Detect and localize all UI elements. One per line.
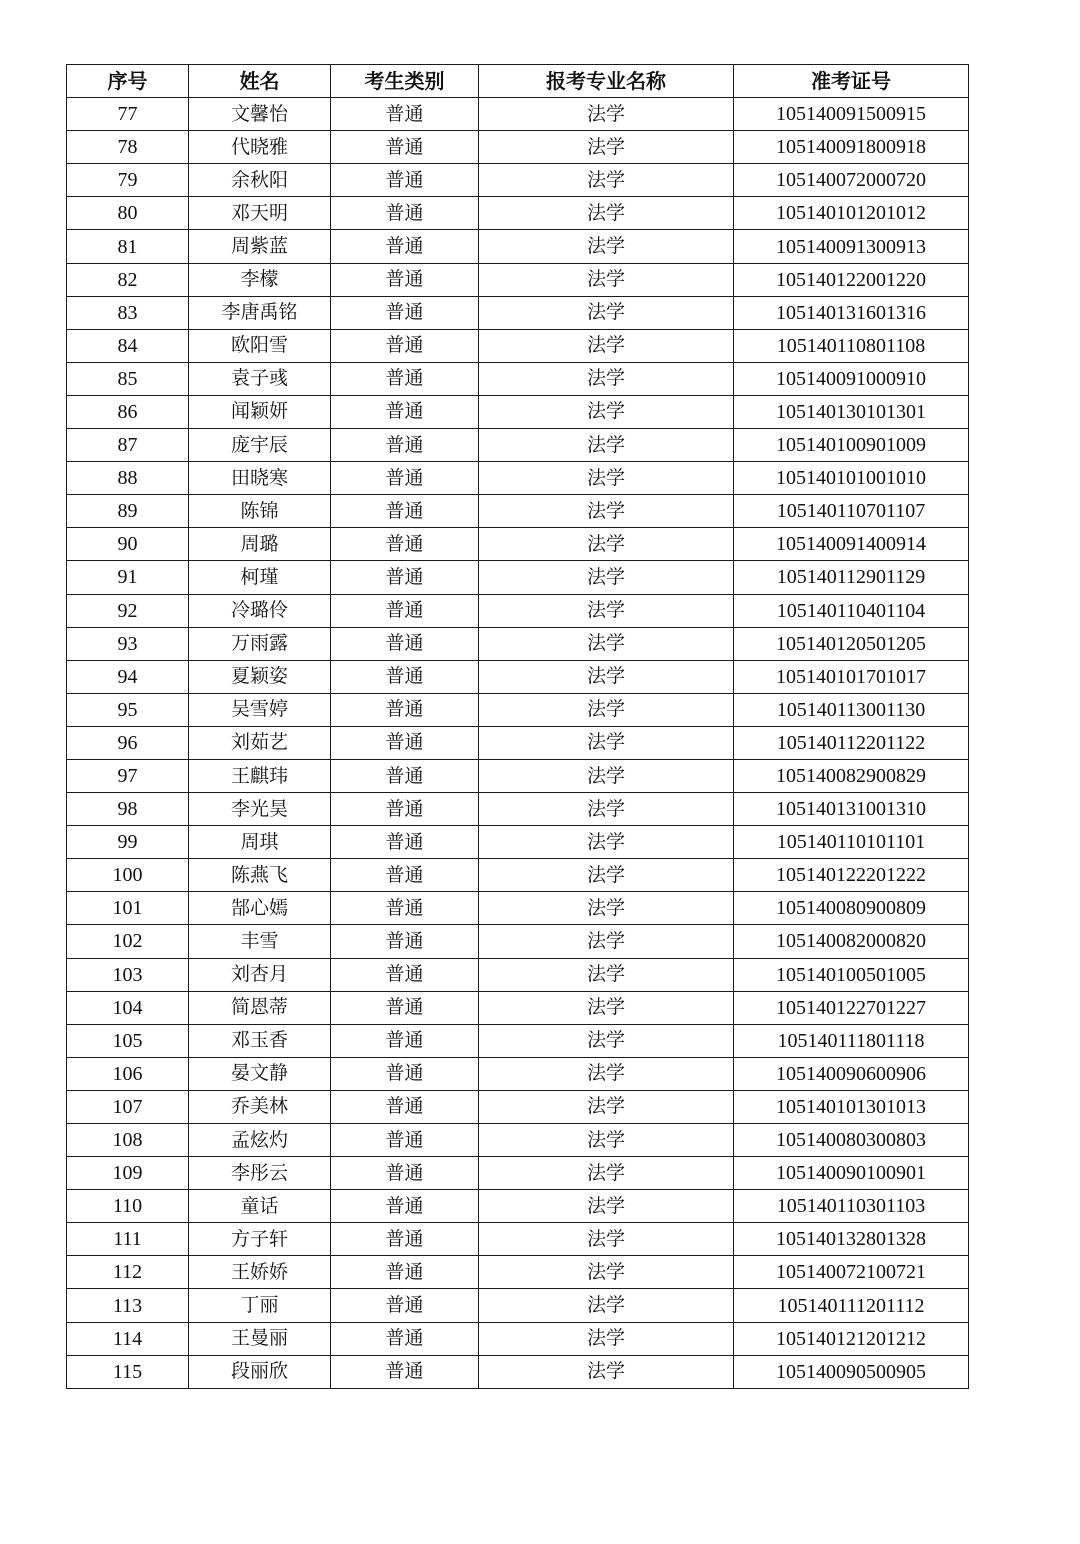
- ticket-number-cell: 105140131001310: [734, 793, 969, 826]
- category-cell: 普通: [331, 1256, 479, 1289]
- table-row: [67, 528, 969, 561]
- major-cell: 法学: [479, 296, 734, 329]
- table-row: [67, 958, 969, 991]
- category-cell: 普通: [331, 164, 479, 197]
- name-cell: 邓玉香: [189, 1024, 331, 1057]
- table-row: [67, 98, 969, 131]
- ticket-number-cell: 105140121201212: [734, 1322, 969, 1355]
- major-cell: 法学: [479, 98, 734, 131]
- category-cell: 普通: [331, 329, 479, 362]
- roster-body: [67, 98, 969, 1389]
- category-cell: 普通: [331, 561, 479, 594]
- header-serial-number: 序号: [67, 65, 189, 98]
- category-cell: 普通: [331, 759, 479, 792]
- category-cell: 普通: [331, 197, 479, 230]
- major-cell: 法学: [479, 1223, 734, 1256]
- serial-number-cell: 107: [67, 1090, 189, 1123]
- ticket-number-cell: 105140090100901: [734, 1157, 969, 1190]
- table-row: [67, 892, 969, 925]
- category-cell: 普通: [331, 131, 479, 164]
- category-cell: 普通: [331, 1289, 479, 1322]
- table-row: [67, 1289, 969, 1322]
- name-cell: 周紫蓝: [189, 230, 331, 263]
- header-row: [67, 65, 969, 98]
- category-cell: 普通: [331, 1124, 479, 1157]
- name-cell: 王麒玮: [189, 759, 331, 792]
- name-cell: 李唐禹铭: [189, 296, 331, 329]
- name-cell: 童话: [189, 1190, 331, 1223]
- serial-number-cell: 93: [67, 627, 189, 660]
- table-row: [67, 1124, 969, 1157]
- ticket-number-cell: 105140082000820: [734, 925, 969, 958]
- name-cell: 田晓寒: [189, 462, 331, 495]
- ticket-number-cell: 105140101301013: [734, 1090, 969, 1123]
- serial-number-cell: 95: [67, 693, 189, 726]
- category-cell: 普通: [331, 892, 479, 925]
- ticket-number-cell: 105140091300913: [734, 230, 969, 263]
- major-cell: 法学: [479, 164, 734, 197]
- ticket-number-cell: 105140101201012: [734, 197, 969, 230]
- major-cell: 法学: [479, 594, 734, 627]
- header-name: 姓名: [189, 65, 331, 98]
- table-row: [67, 164, 969, 197]
- ticket-number-cell: 105140110701107: [734, 495, 969, 528]
- major-cell: 法学: [479, 230, 734, 263]
- table-row: [67, 197, 969, 230]
- ticket-number-cell: 105140120501205: [734, 627, 969, 660]
- category-cell: 普通: [331, 1057, 479, 1090]
- category-cell: 普通: [331, 362, 479, 395]
- name-cell: 夏颖姿: [189, 660, 331, 693]
- serial-number-cell: 91: [67, 561, 189, 594]
- name-cell: 万雨露: [189, 627, 331, 660]
- serial-number-cell: 115: [67, 1355, 189, 1388]
- serial-number-cell: 100: [67, 859, 189, 892]
- name-cell: 闻颖妍: [189, 395, 331, 428]
- major-cell: 法学: [479, 263, 734, 296]
- ticket-number-cell: 105140131601316: [734, 296, 969, 329]
- name-cell: 陈燕飞: [189, 859, 331, 892]
- name-cell: 柯瑾: [189, 561, 331, 594]
- table-row: [67, 859, 969, 892]
- ticket-number-cell: 105140130101301: [734, 395, 969, 428]
- serial-number-cell: 86: [67, 395, 189, 428]
- serial-number-cell: 90: [67, 528, 189, 561]
- ticket-number-cell: 105140112901129: [734, 561, 969, 594]
- ticket-number-cell: 105140110301103: [734, 1190, 969, 1223]
- table-row: [67, 826, 969, 859]
- ticket-number-cell: 105140101701017: [734, 660, 969, 693]
- ticket-number-cell: 105140100901009: [734, 429, 969, 462]
- serial-number-cell: 89: [67, 495, 189, 528]
- major-cell: 法学: [479, 1024, 734, 1057]
- major-cell: 法学: [479, 958, 734, 991]
- major-cell: 法学: [479, 693, 734, 726]
- ticket-number-cell: 105140091000910: [734, 362, 969, 395]
- major-cell: 法学: [479, 1256, 734, 1289]
- category-cell: 普通: [331, 462, 479, 495]
- table-row: [67, 131, 969, 164]
- name-cell: 方子轩: [189, 1223, 331, 1256]
- table-row: [67, 793, 969, 826]
- table-row: [67, 726, 969, 759]
- name-cell: 李光昊: [189, 793, 331, 826]
- header-major: 报考专业名称: [479, 65, 734, 98]
- major-cell: 法学: [479, 561, 734, 594]
- table-row: [67, 1223, 969, 1256]
- table-row: [67, 329, 969, 362]
- major-cell: 法学: [479, 1322, 734, 1355]
- ticket-number-cell: 105140122001220: [734, 263, 969, 296]
- category-cell: 普通: [331, 296, 479, 329]
- table-row: [67, 759, 969, 792]
- serial-number-cell: 85: [67, 362, 189, 395]
- serial-number-cell: 101: [67, 892, 189, 925]
- name-cell: 冷璐伶: [189, 594, 331, 627]
- serial-number-cell: 110: [67, 1190, 189, 1223]
- table-row: [67, 395, 969, 428]
- ticket-number-cell: 105140090600906: [734, 1057, 969, 1090]
- category-cell: 普通: [331, 1157, 479, 1190]
- ticket-number-cell: 105140122201222: [734, 859, 969, 892]
- major-cell: 法学: [479, 859, 734, 892]
- major-cell: 法学: [479, 362, 734, 395]
- category-cell: 普通: [331, 1223, 479, 1256]
- major-cell: 法学: [479, 826, 734, 859]
- name-cell: 丰雪: [189, 925, 331, 958]
- ticket-number-cell: 105140082900829: [734, 759, 969, 792]
- serial-number-cell: 112: [67, 1256, 189, 1289]
- category-cell: 普通: [331, 726, 479, 759]
- name-cell: 李彤云: [189, 1157, 331, 1190]
- category-cell: 普通: [331, 1322, 479, 1355]
- table-row: [67, 991, 969, 1024]
- category-cell: 普通: [331, 230, 479, 263]
- ticket-number-cell: 105140080900809: [734, 892, 969, 925]
- major-cell: 法学: [479, 1057, 734, 1090]
- table-row: [67, 660, 969, 693]
- serial-number-cell: 81: [67, 230, 189, 263]
- ticket-number-cell: 105140072000720: [734, 164, 969, 197]
- table-row: [67, 1355, 969, 1388]
- category-cell: 普通: [331, 263, 479, 296]
- name-cell: 段丽欣: [189, 1355, 331, 1388]
- ticket-number-cell: 105140091800918: [734, 131, 969, 164]
- major-cell: 法学: [479, 925, 734, 958]
- major-cell: 法学: [479, 1090, 734, 1123]
- category-cell: 普通: [331, 925, 479, 958]
- serial-number-cell: 84: [67, 329, 189, 362]
- admission-roster-table: [66, 64, 969, 1389]
- category-cell: 普通: [331, 660, 479, 693]
- name-cell: 王曼丽: [189, 1322, 331, 1355]
- table-row: [67, 1322, 969, 1355]
- major-cell: 法学: [479, 726, 734, 759]
- serial-number-cell: 99: [67, 826, 189, 859]
- serial-number-cell: 83: [67, 296, 189, 329]
- table-row: [67, 263, 969, 296]
- name-cell: 袁子彧: [189, 362, 331, 395]
- name-cell: 周琪: [189, 826, 331, 859]
- name-cell: 晏文静: [189, 1057, 331, 1090]
- serial-number-cell: 103: [67, 958, 189, 991]
- serial-number-cell: 105: [67, 1024, 189, 1057]
- name-cell: 文馨怡: [189, 98, 331, 131]
- table-row: [67, 925, 969, 958]
- ticket-number-cell: 105140110101101: [734, 826, 969, 859]
- major-cell: 法学: [479, 528, 734, 561]
- table-row: [67, 1256, 969, 1289]
- category-cell: 普通: [331, 1355, 479, 1388]
- name-cell: 郜心嫣: [189, 892, 331, 925]
- table-row: [67, 627, 969, 660]
- table-row: [67, 429, 969, 462]
- name-cell: 刘茹艺: [189, 726, 331, 759]
- table-row: [67, 296, 969, 329]
- category-cell: 普通: [331, 1190, 479, 1223]
- name-cell: 王娇娇: [189, 1256, 331, 1289]
- major-cell: 法学: [479, 759, 734, 792]
- name-cell: 欧阳雪: [189, 329, 331, 362]
- serial-number-cell: 78: [67, 131, 189, 164]
- major-cell: 法学: [479, 131, 734, 164]
- table-row: [67, 1157, 969, 1190]
- serial-number-cell: 82: [67, 263, 189, 296]
- category-cell: 普通: [331, 859, 479, 892]
- major-cell: 法学: [479, 991, 734, 1024]
- table-row: [67, 362, 969, 395]
- name-cell: 刘杏月: [189, 958, 331, 991]
- category-cell: 普通: [331, 693, 479, 726]
- major-cell: 法学: [479, 1124, 734, 1157]
- serial-number-cell: 106: [67, 1057, 189, 1090]
- serial-number-cell: 114: [67, 1322, 189, 1355]
- serial-number-cell: 104: [67, 991, 189, 1024]
- category-cell: 普通: [331, 1090, 479, 1123]
- table-row: [67, 1190, 969, 1223]
- major-cell: 法学: [479, 793, 734, 826]
- name-cell: 丁丽: [189, 1289, 331, 1322]
- name-cell: 李檬: [189, 263, 331, 296]
- major-cell: 法学: [479, 1190, 734, 1223]
- major-cell: 法学: [479, 395, 734, 428]
- category-cell: 普通: [331, 594, 479, 627]
- category-cell: 普通: [331, 958, 479, 991]
- serial-number-cell: 102: [67, 925, 189, 958]
- ticket-number-cell: 105140111801118: [734, 1024, 969, 1057]
- name-cell: 孟炫灼: [189, 1124, 331, 1157]
- header-admission-ticket: 准考证号: [734, 65, 969, 98]
- serial-number-cell: 92: [67, 594, 189, 627]
- serial-number-cell: 80: [67, 197, 189, 230]
- ticket-number-cell: 105140110401104: [734, 594, 969, 627]
- serial-number-cell: 88: [67, 462, 189, 495]
- category-cell: 普通: [331, 495, 479, 528]
- table-row: [67, 230, 969, 263]
- major-cell: 法学: [479, 1289, 734, 1322]
- ticket-number-cell: 105140080300803: [734, 1124, 969, 1157]
- name-cell: 简恩蒂: [189, 991, 331, 1024]
- ticket-number-cell: 105140112201122: [734, 726, 969, 759]
- category-cell: 普通: [331, 793, 479, 826]
- major-cell: 法学: [479, 429, 734, 462]
- serial-number-cell: 98: [67, 793, 189, 826]
- ticket-number-cell: 105140132801328: [734, 1223, 969, 1256]
- ticket-number-cell: 105140122701227: [734, 991, 969, 1024]
- ticket-number-cell: 105140091500915: [734, 98, 969, 131]
- name-cell: 吴雪婷: [189, 693, 331, 726]
- name-cell: 代晓雅: [189, 131, 331, 164]
- name-cell: 余秋阳: [189, 164, 331, 197]
- name-cell: 周璐: [189, 528, 331, 561]
- serial-number-cell: 87: [67, 429, 189, 462]
- ticket-number-cell: 105140110801108: [734, 329, 969, 362]
- name-cell: 庞宇辰: [189, 429, 331, 462]
- table-row: [67, 561, 969, 594]
- serial-number-cell: 94: [67, 660, 189, 693]
- category-cell: 普通: [331, 991, 479, 1024]
- serial-number-cell: 108: [67, 1124, 189, 1157]
- category-cell: 普通: [331, 826, 479, 859]
- ticket-number-cell: 105140072100721: [734, 1256, 969, 1289]
- table-row: [67, 1090, 969, 1123]
- ticket-number-cell: 105140091400914: [734, 528, 969, 561]
- table-row: [67, 495, 969, 528]
- ticket-number-cell: 105140101001010: [734, 462, 969, 495]
- table-row: [67, 693, 969, 726]
- category-cell: 普通: [331, 395, 479, 428]
- table-row: [67, 594, 969, 627]
- name-cell: 邓天明: [189, 197, 331, 230]
- serial-number-cell: 109: [67, 1157, 189, 1190]
- serial-number-cell: 111: [67, 1223, 189, 1256]
- ticket-number-cell: 105140113001130: [734, 693, 969, 726]
- ticket-number-cell: 105140090500905: [734, 1355, 969, 1388]
- category-cell: 普通: [331, 528, 479, 561]
- major-cell: 法学: [479, 329, 734, 362]
- category-cell: 普通: [331, 627, 479, 660]
- major-cell: 法学: [479, 197, 734, 230]
- major-cell: 法学: [479, 892, 734, 925]
- serial-number-cell: 113: [67, 1289, 189, 1322]
- category-cell: 普通: [331, 1024, 479, 1057]
- table-row: [67, 462, 969, 495]
- header-candidate-category: 考生类别: [331, 65, 479, 98]
- major-cell: 法学: [479, 1355, 734, 1388]
- major-cell: 法学: [479, 462, 734, 495]
- ticket-number-cell: 105140100501005: [734, 958, 969, 991]
- serial-number-cell: 96: [67, 726, 189, 759]
- serial-number-cell: 77: [67, 98, 189, 131]
- category-cell: 普通: [331, 98, 479, 131]
- serial-number-cell: 97: [67, 759, 189, 792]
- major-cell: 法学: [479, 660, 734, 693]
- major-cell: 法学: [479, 627, 734, 660]
- table-row: [67, 1024, 969, 1057]
- serial-number-cell: 79: [67, 164, 189, 197]
- name-cell: 陈锦: [189, 495, 331, 528]
- category-cell: 普通: [331, 429, 479, 462]
- major-cell: 法学: [479, 1157, 734, 1190]
- name-cell: 乔美林: [189, 1090, 331, 1123]
- major-cell: 法学: [479, 495, 734, 528]
- table-row: [67, 1057, 969, 1090]
- ticket-number-cell: 105140111201112: [734, 1289, 969, 1322]
